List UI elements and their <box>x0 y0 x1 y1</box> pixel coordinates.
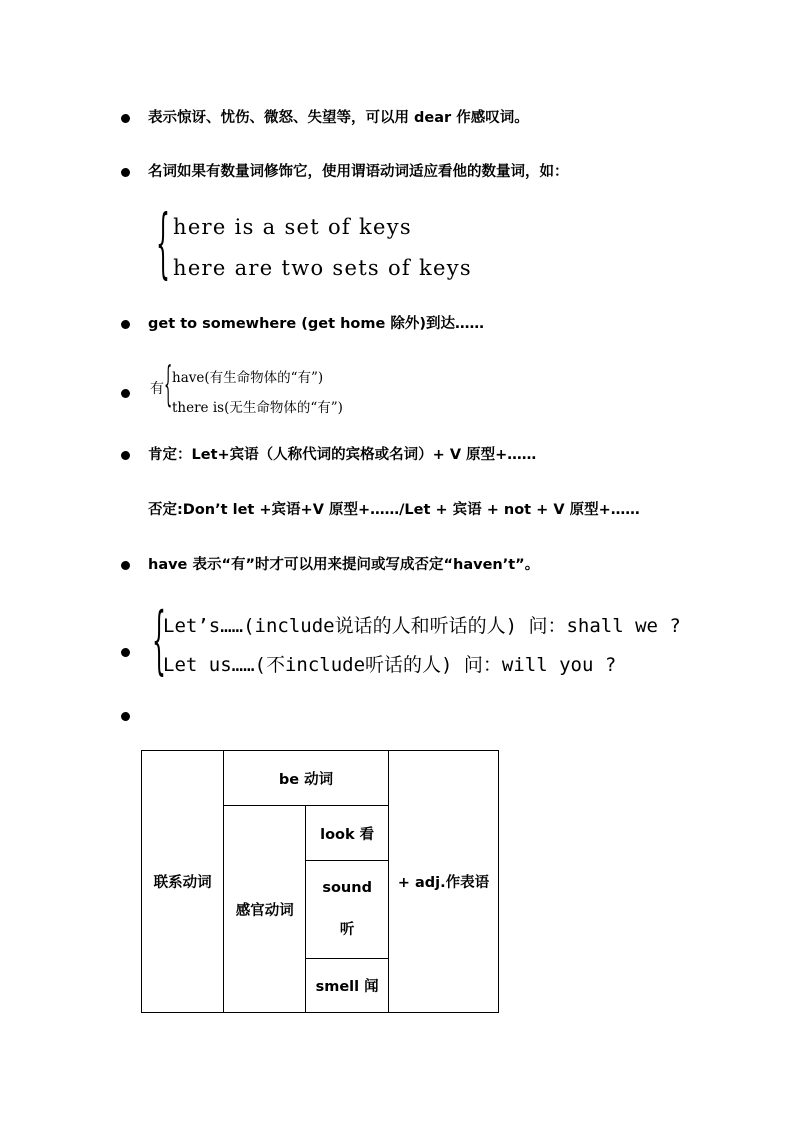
bullet <box>121 451 130 460</box>
bullet <box>121 561 130 570</box>
dear-note: 表示惊讶、忧伤、微怒、失望等，可以用 dear 作感叹词。 <box>148 110 529 126</box>
adj-cell: + adj.作表语 <box>388 751 498 1013</box>
left-brace-small: { <box>164 358 173 413</box>
listen-text: 听 <box>339 922 355 938</box>
bullet <box>121 114 130 123</box>
bullet <box>121 168 130 177</box>
you-label: 有 <box>150 381 164 397</box>
be-verb-cell: be 动词 <box>224 751 389 806</box>
sound-text: sound <box>322 880 372 896</box>
lets-line: Let’s……(include说话的人和听话的人) 问：shall we ? <box>163 615 681 637</box>
have-line: have(有生命物体的“有”) <box>172 370 324 386</box>
bullet <box>121 320 130 329</box>
have-question-note: have 表示“有”时才可以用来提问或写成否定“haven’t”。 <box>148 557 540 573</box>
bullet <box>121 389 130 398</box>
smell-cell: smell 闻 <box>306 959 389 1013</box>
left-brace-lets: { <box>152 598 166 684</box>
sound-cell <box>306 861 389 959</box>
let-positive-note: 肯定：Let+宾语（人称代词的宾格或名词）+ V 原型+…… <box>148 447 537 463</box>
bullet <box>121 712 130 721</box>
noun-quantity-note: 名词如果有数量词修饰它，使用谓语动词适应看他的数量词，如： <box>148 164 569 180</box>
bullet <box>121 648 130 657</box>
let-us-line: Let us……(不include听话的人) 问：will you ? <box>163 654 617 676</box>
link-verb-table <box>141 750 499 1013</box>
sense-verb-cell: 感官动词 <box>224 806 306 1013</box>
example-line-1: here is a set of keys <box>173 215 412 239</box>
link-verb-cell: 联系动词 <box>142 751 224 1013</box>
look-cell: look 看 <box>306 806 389 861</box>
let-negative-note: 否定:Don’t let +宾语+V 原型+……/Let + 宾语 + not + V 原型+…… <box>148 502 640 518</box>
example-line-2: here are two sets of keys <box>173 256 472 280</box>
left-brace: { <box>156 200 170 288</box>
get-to-note: get to somewhere (get home 除外)到达…… <box>148 316 484 332</box>
there-is-line: there is(无生命物体的“有”) <box>172 400 343 416</box>
